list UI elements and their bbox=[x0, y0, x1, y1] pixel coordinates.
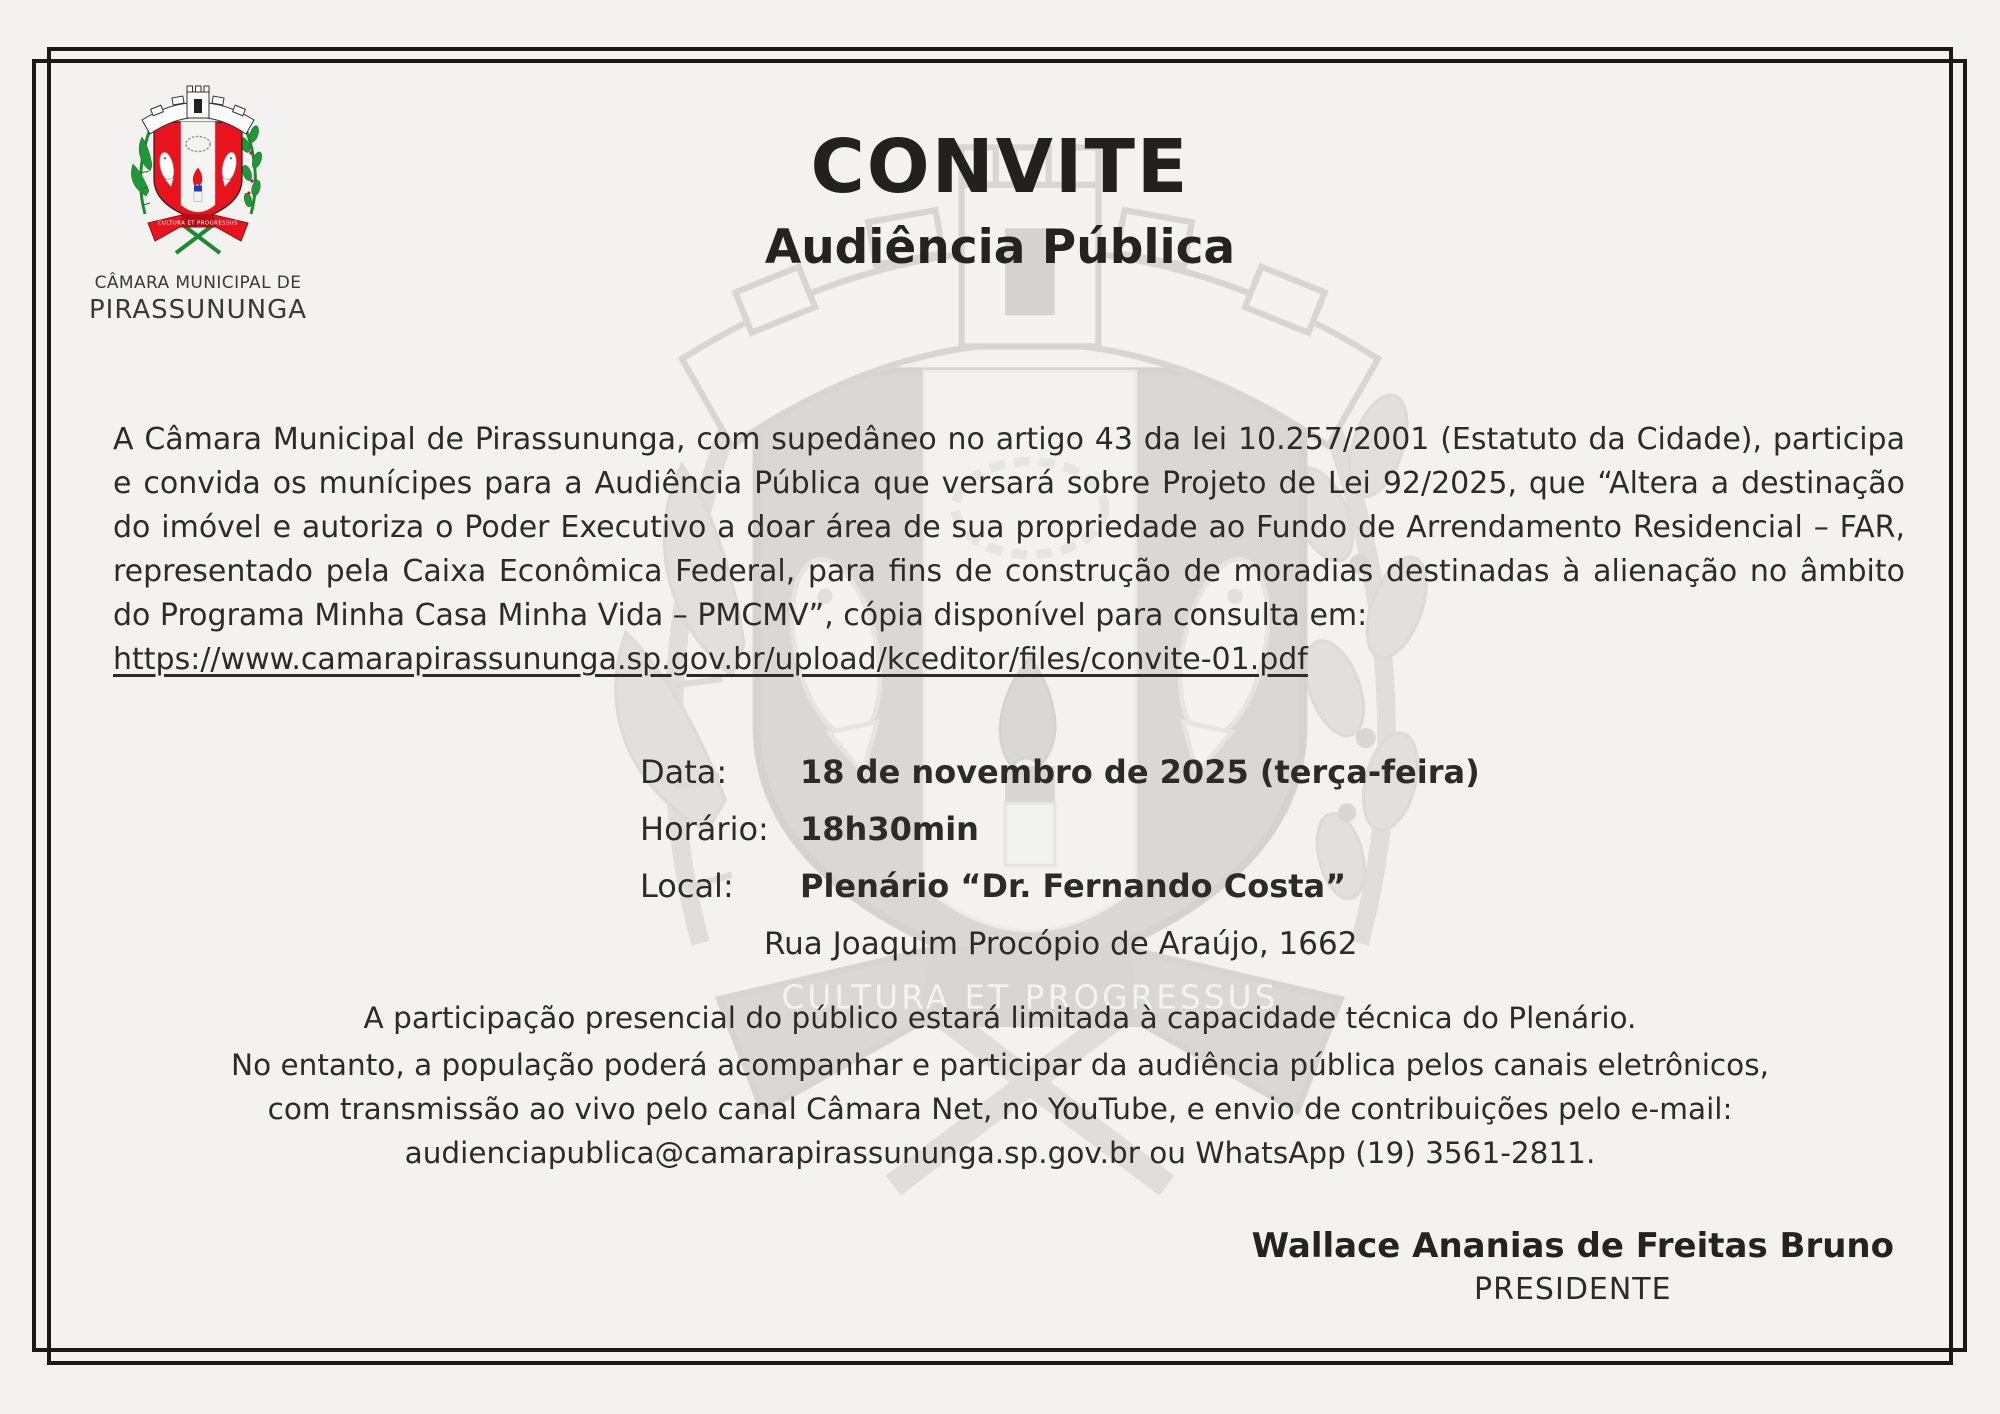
detail-row-time bbox=[640, 809, 1480, 849]
org-name-line1: CÂMARA MUNICIPAL DE bbox=[94, 273, 302, 293]
note-line-4: audienciapublica@camarapirassununga.sp.gov.br ou WhatsApp (19) 3561-2811. bbox=[404, 1136, 1596, 1170]
note-line-1: A participação presencial do público estará limitada à capacidade técnica do Plenário. bbox=[363, 1001, 1637, 1035]
note-line-2: No entanto, a população poderá acompanhar e participar da audiência pública pelos canais eletrônicos, bbox=[231, 1048, 1769, 1082]
detail-row-place bbox=[640, 866, 1480, 906]
body-paragraph: A Câmara Municipal de Pirassununga, com supedâneo no artigo 43 da lei 10.257/2001 (Estatuto da Cidade), participa e convida os munícipes para a Audiência Pública que versará sobre Projeto de Lei 92/2025, que “Altera a destinação do imóvel e autoriza o Poder Executivo a doar área de sua propriedade ao Fundo de Arrendamento Residencial – FAR, representado pela Caixa Econômica Federal, para fins de construção de moradias destinadas à alienação no âmbito do Programa Minha Casa Minha Vida – PMCMV”, cópia disponível para consulta em: bbox=[113, 422, 1905, 633]
event-details bbox=[640, 752, 1480, 923]
signature-block bbox=[1252, 1226, 1894, 1307]
time-label: Horário: bbox=[640, 810, 769, 848]
org-name-line2: PIRASSUNUNGA bbox=[88, 295, 308, 325]
page-subtitle: Audiência Pública bbox=[764, 220, 1236, 275]
place-value: Plenário “Dr. Fernando Costa” bbox=[800, 867, 1347, 905]
date-label: Data: bbox=[640, 753, 728, 791]
detail-row-date bbox=[640, 752, 1480, 792]
date-value: 18 de novembro de 2025 (terça-feira) bbox=[800, 753, 1480, 791]
signature-title: PRESIDENTE bbox=[1474, 1272, 1672, 1307]
body-text-block bbox=[113, 418, 1905, 682]
page-title: CONVITE bbox=[810, 124, 1190, 210]
address-line: Rua Joaquim Procópio de Araújo, 1662 bbox=[764, 926, 1358, 962]
signature-name: Wallace Ananias de Freitas Bruno bbox=[1251, 1226, 1894, 1266]
time-value: 18h30min bbox=[800, 810, 979, 848]
note-line-3: com transmissão ao vivo pelo canal Câmara Net, no YouTube, e envio de contribuições pelo e-mail: bbox=[267, 1092, 1733, 1126]
document-link[interactable]: https://www.camarapirassununga.sp.gov.br/upload/kceditor/files/convite-01.pdf bbox=[113, 642, 1308, 677]
place-label: Local: bbox=[640, 867, 734, 905]
participation-notes bbox=[0, 996, 2000, 1175]
